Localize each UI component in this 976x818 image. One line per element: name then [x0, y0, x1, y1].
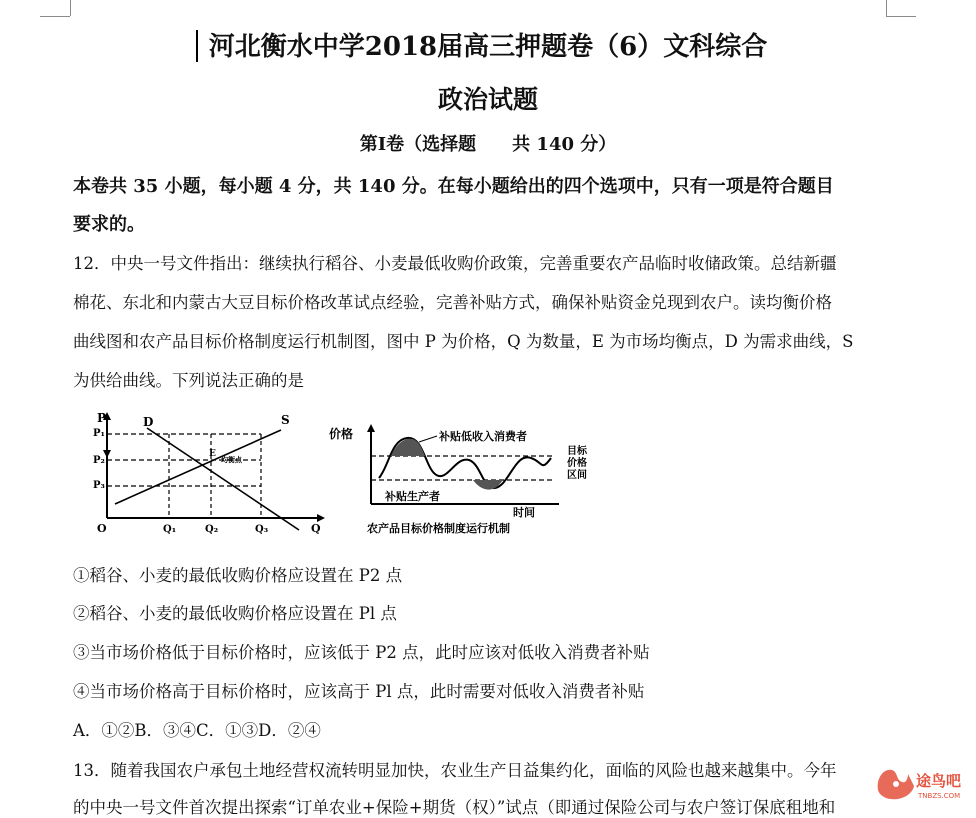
- q13-line-2: 的中央一号文件首次提出探索“订单农业+保险+期货（权）”试点（即通过保险公司与农户签订保底租地和: [73, 798, 836, 817]
- subsidy-consumer-label: 补贴低收入消费者: [439, 430, 527, 443]
- q13-line-1: 13．随着我国农户承包土地经营权流转明显加快，农业生产日益集约化，面临的风险也越来越集中。今年: [73, 761, 837, 780]
- band-label-3: 区间: [567, 470, 587, 481]
- site-watermark-logo: [872, 760, 968, 804]
- axis-p-label: P: [97, 411, 107, 425]
- q12-option-1: ①稻谷、小麦的最低收购价格应设置在 P2 点: [73, 566, 403, 585]
- q12-line-2: 棉花、东北和内蒙古大豆目标价格改革试点经验，完善补贴方式，确保补贴资金兑现到农户。读均衡价格: [73, 293, 832, 312]
- corner-mark-top-left: [40, 16, 70, 17]
- p2-label: P₂: [93, 455, 105, 466]
- q3-label: Q₃: [255, 524, 269, 535]
- mechanism-caption: 农产品目标价格制度运行机制: [367, 522, 510, 535]
- p3-label: P₃: [93, 480, 105, 491]
- section-heading: 第Ⅰ卷（选择题 共 140 分）: [359, 134, 617, 155]
- q12-option-4: ④当市场价格高于目标价格时，应该高于 Pl 点，此时需要对低收入消费者补贴: [73, 682, 645, 701]
- axis-q-label: Q: [311, 522, 321, 535]
- q12-choices: A．①②B．③④C．①③D．②④: [73, 721, 321, 740]
- q12-line-1: 12．中央一号文件指出：继续执行稻谷、小麦最低收购价政策，完善重要农产品临时收储政策。总结新疆: [73, 254, 837, 273]
- band-label-1: 目标: [567, 446, 587, 457]
- q1-label: Q₁: [163, 524, 177, 535]
- band-label-2: 价格: [567, 458, 587, 469]
- q12-line-3: 曲线图和农产品目标价格制度运行机制图，图中 P 为价格，Q 为数量，E 为市场均衡点，D 为需求曲线，S: [73, 332, 854, 351]
- document-subtitle: 政治试题: [437, 85, 538, 114]
- curve-d-label: D: [143, 415, 154, 429]
- q12-option-3: ③当市场价格低于目标价格时，应该低于 P2 点，此时应该对低收入消费者补贴: [73, 643, 650, 662]
- q12-line-4: 为供给曲线。下列说法正确的是: [73, 371, 304, 390]
- watermark-text: 途鸟吧: [916, 772, 962, 790]
- equilibrium-label: 均衡点: [221, 455, 242, 464]
- q12-option-2: ②稻谷、小麦的最低收购价格应设置在 Pl 点: [73, 604, 397, 623]
- corner-mark-top-right-v: [886, 0, 887, 16]
- curve-s-label: S: [281, 413, 290, 427]
- instructions-line-2: 要求的。: [73, 214, 145, 235]
- subsidy-producer-label: 补贴生产者: [385, 490, 440, 503]
- document-title: 河北衡水中学2018届高三押题卷（6）文科综合: [208, 32, 768, 62]
- time-axis-label: 时间: [513, 506, 535, 519]
- corner-mark-top-left-v: [70, 0, 71, 16]
- corner-mark-top-right: [886, 16, 916, 17]
- p1-label: P₁: [93, 428, 105, 439]
- instructions-line-1: 本卷共 35 小题，每小题 4 分，共 140 分。在每小题给出的四个选项中，只有一项是符合题目: [73, 176, 834, 197]
- q12-figure: [85, 408, 615, 540]
- price-axis-label: 价格: [329, 427, 354, 441]
- q2-label: Q₂: [205, 524, 219, 535]
- point-e-label: E: [209, 449, 216, 459]
- watermark-subtext: TNBZS.COM: [918, 792, 961, 800]
- origin-label: O: [97, 522, 107, 535]
